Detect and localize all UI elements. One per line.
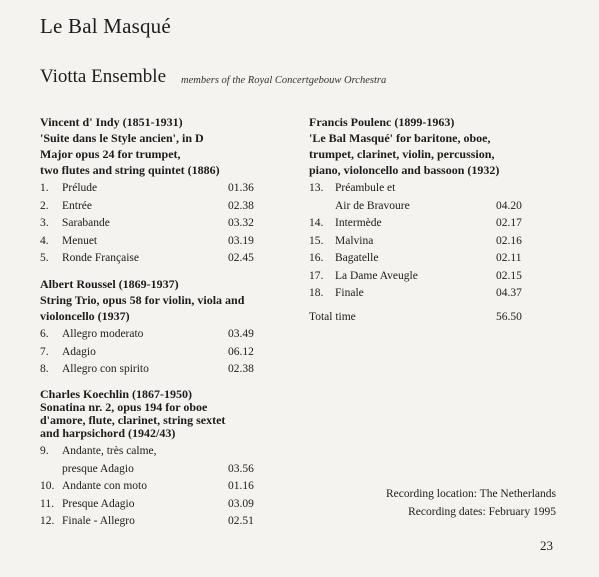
track-time: 02.51 xyxy=(228,515,254,527)
track-title: Air de Bravoure xyxy=(335,199,410,212)
track-time: 06.12 xyxy=(228,345,254,358)
track-number: 7. xyxy=(40,345,49,358)
track-title: Presque Adagio xyxy=(62,497,135,510)
track-row xyxy=(40,461,280,479)
work-heading xyxy=(40,388,280,440)
recording-dates: Recording dates: February 1995 xyxy=(408,506,556,518)
work-title: Sonatina nr. 2, opus 194 for oboe xyxy=(40,400,208,414)
track-row xyxy=(309,250,559,268)
track-list xyxy=(40,326,280,379)
track-time: 01.16 xyxy=(228,480,254,492)
work-title: violoncello (1937) xyxy=(40,309,130,323)
track-row xyxy=(309,198,559,216)
work-title: 'Suite dans le Style ancien', in D xyxy=(40,131,204,145)
track-title: Finale - Allegro xyxy=(62,515,135,527)
work-heading xyxy=(40,276,280,324)
track-time: 03.56 xyxy=(228,462,254,475)
track-title: Andante con moto xyxy=(62,480,147,492)
track-row xyxy=(309,233,559,251)
track-title: Préambule et xyxy=(335,182,396,194)
track-title: Adagio xyxy=(62,345,96,358)
track-list xyxy=(309,180,559,303)
work-title: d'amore, flute, clarinet, string sextet xyxy=(40,413,226,427)
total-time-row xyxy=(309,311,526,328)
work-dindy xyxy=(40,114,270,268)
track-number: 3. xyxy=(40,217,49,229)
track-time: 02.16 xyxy=(496,234,522,247)
work-heading xyxy=(40,114,270,178)
track-title: La Dame Aveugle xyxy=(335,269,418,282)
track-title: Menuet xyxy=(62,234,98,247)
work-koechlin xyxy=(40,388,280,531)
composer: Francis Poulenc (1899-1963) xyxy=(309,115,455,129)
track-row xyxy=(40,361,280,379)
work-title: two flutes and string quintet (1886) xyxy=(40,163,220,177)
track-time: 03.32 xyxy=(228,217,254,229)
work-title: trumpet, clarinet, violin, percussion, xyxy=(309,147,495,161)
track-title: Malvina xyxy=(335,234,374,247)
track-time: 03.49 xyxy=(228,328,254,340)
track-number: 6. xyxy=(40,328,49,340)
track-number: 16. xyxy=(309,252,324,264)
track-number: 10. xyxy=(40,480,55,492)
track-number: 4. xyxy=(40,234,49,247)
track-time: 04.37 xyxy=(496,287,522,299)
track-time: 02.15 xyxy=(496,269,522,282)
track-number: 12. xyxy=(40,515,55,527)
work-poulenc xyxy=(309,114,559,303)
track-number: 2. xyxy=(40,199,49,212)
recording-location: Recording location: The Netherlands xyxy=(385,488,556,500)
track-time: 03.09 xyxy=(228,497,254,510)
track-time: 01.36 xyxy=(228,182,254,194)
track-time: 02.38 xyxy=(228,199,254,212)
track-time: 02.17 xyxy=(496,217,522,229)
track-row xyxy=(309,215,559,233)
track-row xyxy=(40,250,270,268)
track-number: 8. xyxy=(40,363,49,375)
work-roussel xyxy=(40,276,280,379)
track-row xyxy=(40,326,280,344)
track-time: 02.45 xyxy=(228,252,254,264)
work-title: 'Le Bal Masqué' for baritone, oboe, xyxy=(309,131,491,145)
track-row xyxy=(40,233,270,251)
track-row xyxy=(40,513,280,531)
track-title: Sarabande xyxy=(62,217,110,229)
track-row xyxy=(40,443,280,461)
track-row xyxy=(309,180,559,198)
track-time: 04.20 xyxy=(496,199,522,212)
work-title: piano, violoncello and bassoon (1932) xyxy=(309,163,500,177)
track-time: 03.19 xyxy=(228,234,254,247)
track-row xyxy=(309,285,559,303)
track-title: Bagatelle xyxy=(335,252,379,264)
track-number: 1. xyxy=(40,182,49,194)
track-time: 02.38 xyxy=(228,363,254,375)
track-row xyxy=(40,215,270,233)
track-number: 14. xyxy=(309,217,324,229)
track-title: presque Adagio xyxy=(62,462,134,475)
work-heading xyxy=(309,114,559,178)
work-title: Major opus 24 for trumpet, xyxy=(40,147,181,161)
page-title: Le Bal Masqué xyxy=(40,14,171,38)
track-title: Andante, très calme, xyxy=(62,445,157,457)
track-number: 11. xyxy=(40,497,54,510)
composer: Vincent d' Indy (1851-1931) xyxy=(40,115,183,129)
ensemble-members-note: members of the Royal Concertgebouw Orchestra xyxy=(181,75,387,86)
track-title: Ronde Française xyxy=(62,252,139,264)
track-title: Entrée xyxy=(62,199,93,212)
track-title: Finale xyxy=(335,287,364,299)
track-number: 18. xyxy=(309,287,324,299)
track-list xyxy=(40,443,280,531)
total-time-label: Total time xyxy=(309,311,356,323)
ensemble-name: Viotta Ensemble xyxy=(40,66,167,87)
track-title: Allegro con spirito xyxy=(62,363,149,375)
track-number: 9. xyxy=(40,445,49,457)
track-list xyxy=(40,180,270,268)
track-row xyxy=(40,198,270,216)
track-row xyxy=(40,344,280,362)
composer: Charles Koechlin (1867-1950) xyxy=(40,387,192,401)
track-number: 15. xyxy=(309,234,324,247)
track-row xyxy=(40,496,280,514)
track-title: Allegro moderato xyxy=(62,328,144,340)
track-row xyxy=(40,180,270,198)
work-title: and harpsichord (1942/43) xyxy=(40,426,176,440)
work-title: String Trio, opus 58 for violin, viola and xyxy=(40,293,245,307)
track-time: 02.11 xyxy=(496,252,522,264)
track-row xyxy=(309,268,559,286)
track-title: Intermède xyxy=(335,217,382,229)
track-title: Prélude xyxy=(62,182,98,194)
page-number: 23 xyxy=(540,538,553,553)
track-number: 5. xyxy=(40,252,49,264)
total-time-value: 56.50 xyxy=(496,311,522,323)
composer: Albert Roussel (1869-1937) xyxy=(40,277,179,291)
track-number: 17. xyxy=(309,269,324,282)
track-number: 13. xyxy=(309,182,324,194)
track-row xyxy=(40,478,280,496)
